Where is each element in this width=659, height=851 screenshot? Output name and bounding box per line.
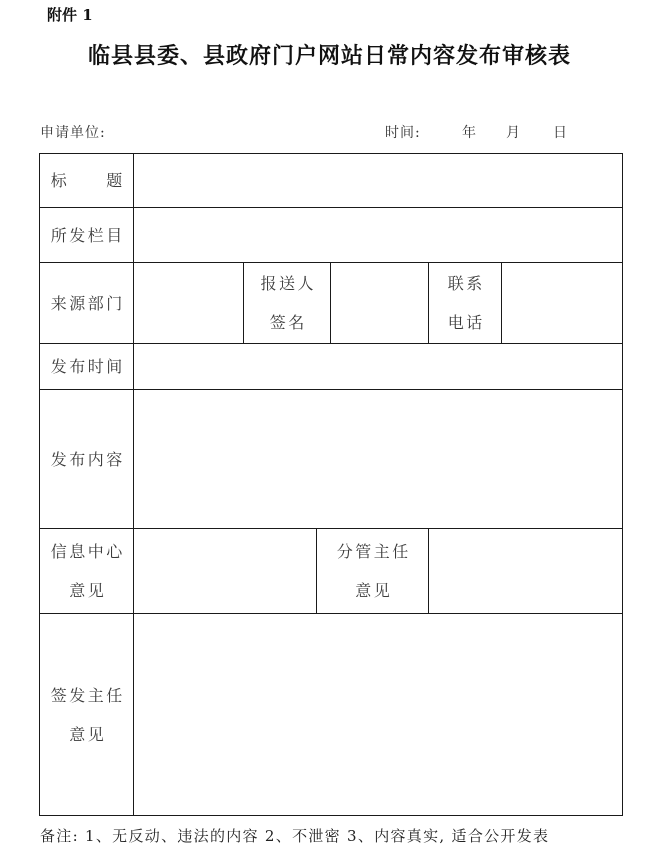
supervisor-opinion-label-line1: 分管主任	[336, 542, 411, 561]
contact-phone-label-cell	[428, 262, 502, 344]
year-label: 年	[462, 125, 477, 141]
title-value-cell	[133, 153, 623, 208]
info-center-opinion-label-cell	[39, 528, 134, 614]
contact-phone-value-cell	[501, 262, 623, 344]
info-center-opinion-value-cell	[133, 528, 317, 614]
source-dept-value-cell	[133, 262, 244, 344]
info-center-opinion-label-line2: 意见	[69, 581, 107, 600]
submitter-sign-label-line1: 报送人	[260, 274, 316, 293]
day-label: 日	[553, 125, 568, 141]
issuing-director-opinion-label-line2: 意见	[69, 724, 107, 744]
issuing-director-opinion-label-cell	[39, 613, 134, 816]
supervisor-opinion-label-line2: 意见	[355, 581, 393, 600]
source-dept-label-cell	[39, 262, 134, 344]
info-center-opinion-label-line1: 信息中心	[50, 542, 125, 561]
column-value-cell	[133, 207, 623, 263]
submitter-sign-value-cell	[330, 262, 429, 344]
publish-content-value-cell	[133, 389, 623, 529]
month-label: 月	[506, 125, 521, 141]
publish-content-label: 发布内容	[50, 449, 125, 469]
submitter-sign-label-line2: 签名	[269, 313, 307, 332]
contact-phone-label-line2: 电话	[447, 313, 485, 332]
form-title: 临县县委、县政府门户网站日常内容发布审核表	[87, 43, 571, 69]
contact-phone-label-line1: 联系	[447, 274, 485, 293]
applicant-unit-label: 申请单位:	[40, 125, 106, 141]
time-label: 时间:	[385, 125, 421, 141]
publish-content-label-cell	[39, 389, 134, 529]
issuing-director-opinion-value-cell	[133, 613, 623, 816]
source-dept-label: 来源部门	[50, 293, 125, 313]
supervisor-opinion-value-cell	[428, 528, 623, 614]
publish-time-label: 发布时间	[50, 357, 125, 376]
footer-note: 备注: 1、无反动、违法的内容 2、不泄密 3、内容真实, 适合公开发表	[40, 827, 550, 845]
publish-time-label-cell	[39, 343, 134, 390]
column-label: 所发栏目	[50, 225, 125, 245]
column-label-cell	[39, 207, 134, 263]
issuing-director-opinion-label-line1: 签发主任	[50, 685, 125, 705]
title-label: 标 题	[50, 171, 125, 190]
publish-time-value-cell	[133, 343, 623, 390]
title-label-cell	[39, 153, 134, 208]
submitter-sign-label-cell	[243, 262, 331, 344]
attachment-label: 附件 1	[47, 6, 93, 24]
supervisor-opinion-label-cell	[316, 528, 429, 614]
